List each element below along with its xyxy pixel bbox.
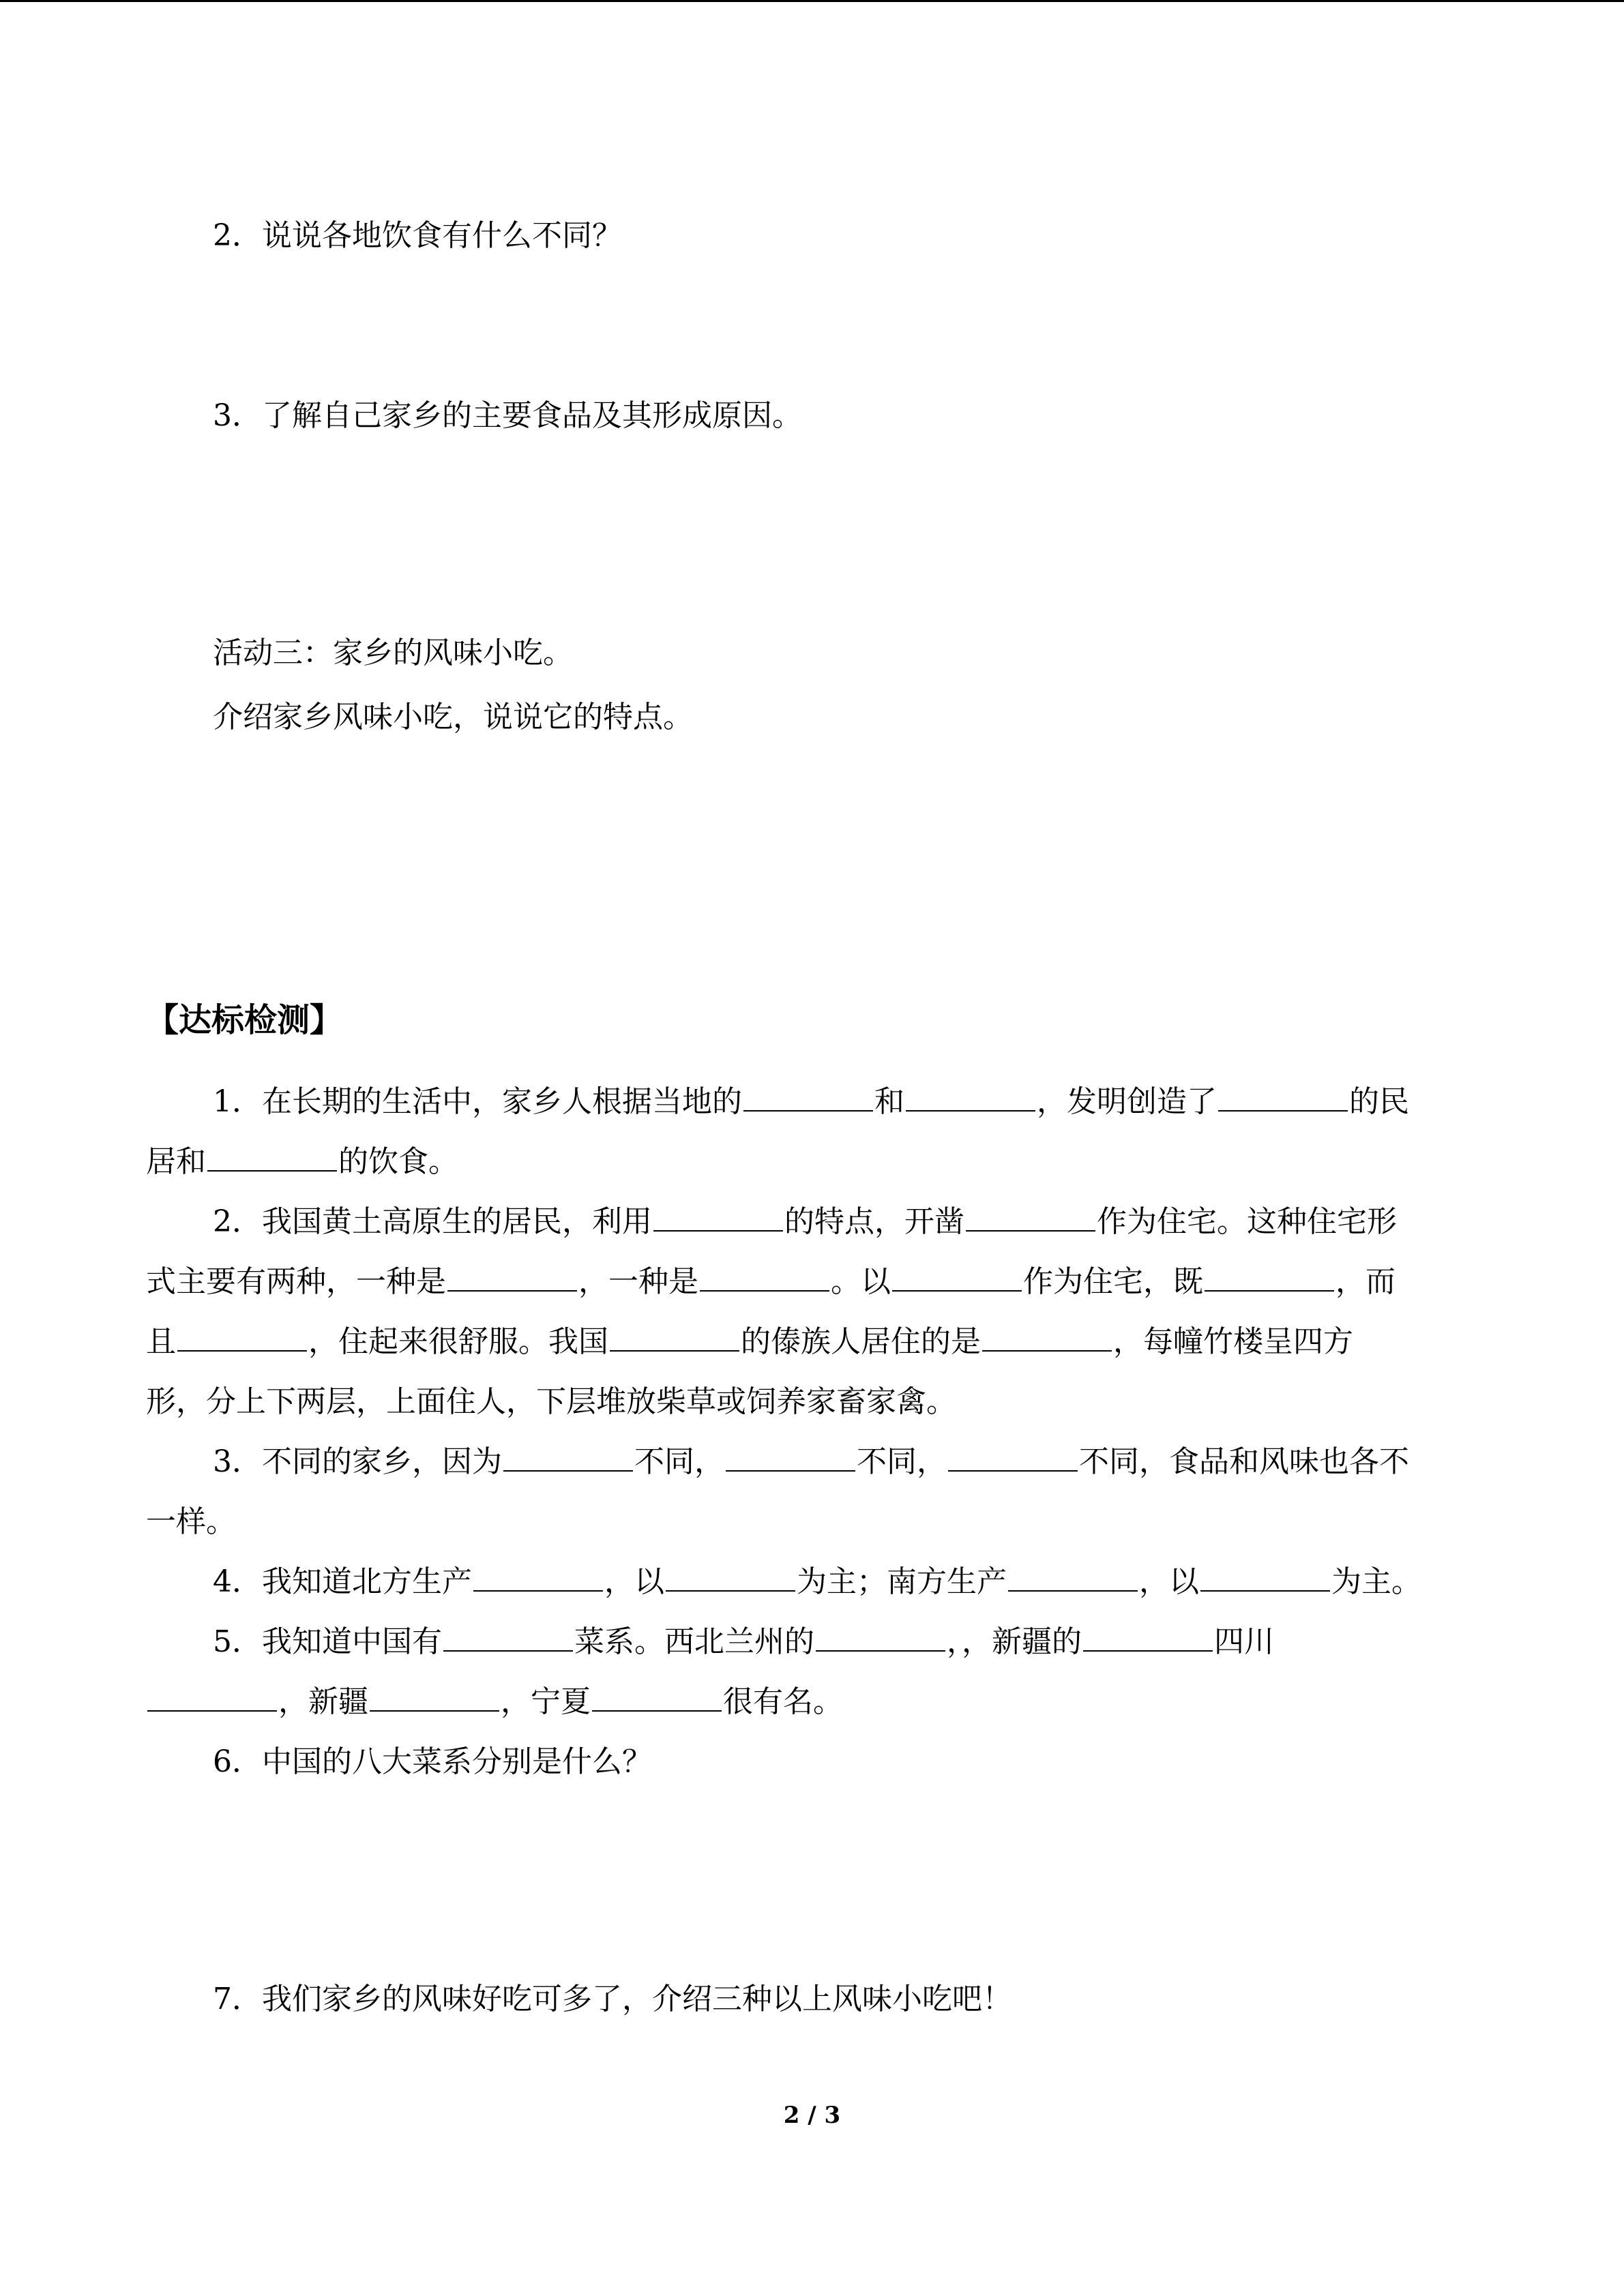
q5-blank-2[interactable] xyxy=(816,1623,945,1652)
q5-blank-4[interactable] xyxy=(147,1683,277,1712)
q1-text-b: 和 xyxy=(874,1084,904,1119)
q1-text-a: 1．在长期的生活中，家乡人根据当地的 xyxy=(213,1084,742,1119)
q1-text-c: ，发明创造了 xyxy=(1037,1084,1217,1119)
q1-blank-3[interactable] xyxy=(1218,1083,1348,1112)
q5-text-b: 菜系。西北兰州的 xyxy=(574,1624,814,1659)
test-question-2-line-4: 形，分上下两层，上面住人，下层堆放柴草或饲养家畜家禽。 xyxy=(146,1384,956,1419)
q2-text-j: ，住起来很舒服。我国 xyxy=(308,1324,608,1359)
q2-blank-4[interactable] xyxy=(700,1263,829,1292)
q3-blank-3[interactable] xyxy=(948,1443,1078,1472)
test-question-1-line-1 xyxy=(213,1082,1409,1122)
q3-blank-1[interactable] xyxy=(503,1443,633,1472)
q2-blank-7[interactable] xyxy=(177,1323,307,1352)
test-question-5-line-1 xyxy=(213,1622,1274,1663)
q2-text-h: ，而 xyxy=(1335,1264,1396,1299)
q2-blank-2[interactable] xyxy=(966,1203,1095,1232)
q5-text-f: ，宁夏 xyxy=(501,1684,591,1719)
q3-text-a: 3．不同的家乡，因为 xyxy=(213,1444,502,1479)
q2-text-f: 。以 xyxy=(831,1264,891,1299)
q2-text-l: ，每幢竹楼呈四方 xyxy=(1113,1324,1353,1359)
q5-text-e: ，新疆 xyxy=(278,1684,368,1719)
q1-blank-2[interactable] xyxy=(906,1083,1035,1112)
test-question-4 xyxy=(213,1562,1421,1602)
test-question-6: 6．中国的八大菜系分别是什么？ xyxy=(213,1744,652,1779)
q4-blank-2[interactable] xyxy=(666,1563,795,1592)
q2-blank-3[interactable] xyxy=(447,1263,577,1292)
q4-text-c: 为主；南方生产 xyxy=(797,1564,1007,1599)
q5-blank-1[interactable] xyxy=(443,1623,573,1652)
q5-text-d: 四川 xyxy=(1214,1624,1274,1659)
q2-text-b: 的特点，开凿 xyxy=(784,1204,964,1239)
q3-text-c: 不同， xyxy=(857,1444,947,1479)
q2-text-c: 作为住宅。这种住宅形 xyxy=(1097,1204,1397,1239)
q4-text-d: ，以 xyxy=(1139,1564,1199,1599)
q1-blank-4[interactable] xyxy=(207,1143,337,1172)
q4-blank-3[interactable] xyxy=(1008,1563,1138,1592)
q5-blank-6[interactable] xyxy=(592,1683,722,1712)
activity-3-description: 介绍家乡风味小吃，说说它的特点。 xyxy=(213,700,693,734)
activity-3-title: 活动三：家乡的风味小吃。 xyxy=(213,636,573,670)
top-border-line xyxy=(0,0,1624,2)
q4-text-a: 4．我知道北方生产 xyxy=(213,1564,472,1599)
q2-text-k: 的傣族人居住的是 xyxy=(741,1324,981,1359)
q4-text-b: ，以 xyxy=(604,1564,664,1599)
q2-text-e: ，一种是 xyxy=(578,1264,698,1299)
q5-blank-5[interactable] xyxy=(370,1683,499,1712)
q2-text-a: 2．我国黄土高原生的居民，利用 xyxy=(213,1204,652,1239)
q4-blank-4[interactable] xyxy=(1200,1563,1330,1592)
q2-text-i: 且 xyxy=(146,1324,176,1359)
q2-blank-6[interactable] xyxy=(1205,1263,1334,1292)
q2-blank-9[interactable] xyxy=(982,1323,1112,1352)
test-question-1-line-2 xyxy=(146,1142,458,1182)
test-question-3-line-1 xyxy=(213,1442,1409,1482)
page-number: 2 / 3 xyxy=(783,2102,841,2129)
q3-text-b: 不同， xyxy=(634,1444,724,1479)
q2-blank-5[interactable] xyxy=(892,1263,1022,1292)
test-question-3-line-2: 一样。 xyxy=(146,1504,236,1539)
q5-text-g: 很有名。 xyxy=(723,1684,843,1719)
q2-text-g: 作为住宅，既 xyxy=(1023,1264,1203,1299)
q2-text-d: 式主要有两种，一种是 xyxy=(146,1264,446,1299)
section-heading-test: 【达标检测】 xyxy=(146,1001,343,1039)
test-question-2-line-1 xyxy=(213,1202,1397,1242)
q1-text-e: 居和 xyxy=(146,1144,206,1179)
q1-blank-1[interactable] xyxy=(743,1083,873,1112)
q4-text-e: 为主。 xyxy=(1331,1564,1421,1599)
q4-blank-1[interactable] xyxy=(473,1563,603,1592)
q1-text-d: 的民 xyxy=(1349,1084,1409,1119)
q1-text-f: 的饮食。 xyxy=(338,1144,458,1179)
test-question-5-line-2 xyxy=(146,1682,843,1723)
test-question-7: 7．我们家乡的风味好吃可多了，介绍三种以上风味小吃吧！ xyxy=(213,1982,1012,2016)
q5-blank-3[interactable] xyxy=(1083,1623,1213,1652)
q3-text-d: 不同，食品和风味也各不 xyxy=(1079,1444,1409,1479)
q3-blank-2[interactable] xyxy=(726,1443,855,1472)
test-question-2-line-2 xyxy=(146,1262,1396,1302)
test-question-2-line-3 xyxy=(146,1322,1353,1362)
q2-blank-1[interactable] xyxy=(653,1203,783,1232)
activity-question-2: 2．说说各地饮食有什么不同？ xyxy=(213,218,622,253)
q2-blank-8[interactable] xyxy=(610,1323,739,1352)
q5-text-c: ，，新疆的 xyxy=(947,1624,1082,1659)
activity-question-3: 3．了解自己家乡的主要食品及其形成原因。 xyxy=(213,398,802,433)
q5-text-a: 5．我知道中国有 xyxy=(213,1624,442,1659)
